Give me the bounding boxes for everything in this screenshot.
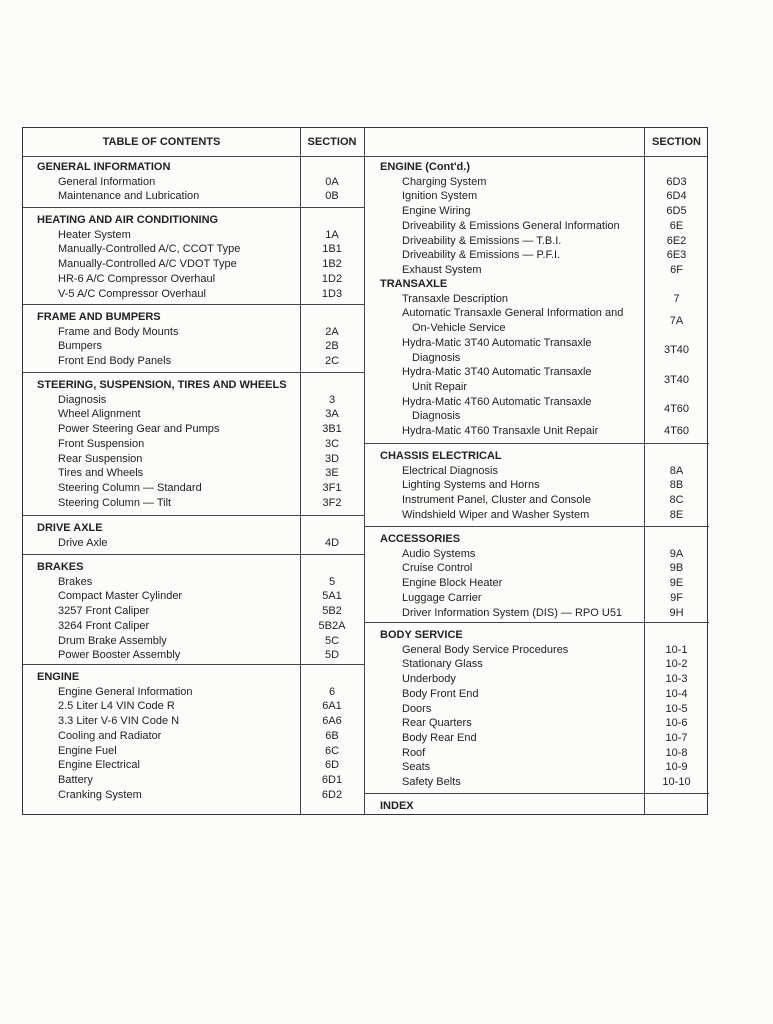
category-title: CHASSIS ELECTRICAL [380,450,502,462]
toc-entry: Cruise Control [402,562,473,575]
toc-entry: Stationary Glass [402,658,483,671]
section-code: 9H [669,606,684,619]
toc-entry-continued: On-Vehicle Service [412,322,506,335]
toc-entry: 2.5 Liter L4 VIN Code R [58,700,175,713]
section-code: 5D [324,649,340,662]
toc-entry: Charging System [402,175,487,188]
section-code: 3F2 [322,496,342,509]
category-title: ACCESSORIES [380,533,461,545]
section-code: 9F [670,591,683,604]
toc-entry: Engine Wiring [402,205,471,218]
header-divider [23,156,707,157]
toc-entry: Steering Column — Tilt [58,496,172,509]
section-header-left: SECTION [307,136,357,148]
toc-entry: Engine Electrical [58,759,140,772]
section-code: 10-8 [665,746,688,759]
toc-entry: Transaxle Description [402,292,508,305]
group-divider [23,515,364,516]
category-title: ENGINE (Cont'd.) [380,161,470,173]
category-title: INDEX [380,800,414,812]
toc-entry: Ignition System [402,190,478,203]
section-code: 5B2A [318,619,346,632]
column-divider [364,128,365,814]
toc-entry: Driveability & Emissions General Information [402,219,620,232]
section-code: 6C [324,744,340,757]
section-code: 3T40 [663,373,690,386]
category-title: BRAKES [37,561,84,573]
section-code: 6A1 [322,700,342,713]
category-title: STEERING, SUSPENSION, TIRES AND WHEELS [37,379,287,391]
section-code: 4T60 [663,402,690,415]
toc-entry-continued: Diagnosis [412,410,461,423]
section-code: 8B [669,479,684,492]
toc-entry: Driver Information System (DIS) — RPO U51 [402,606,623,619]
section-code: 1B2 [322,258,342,271]
section-code: 9A [669,547,684,560]
toc-entry: Lighting Systems and Horns [402,479,540,492]
toc-entry: Steering Column — Standard [58,481,202,494]
toc-entry: Roof [402,746,426,759]
toc-entry: Hydra-Matic 4T60 Transaxle Unit Repair [402,425,599,437]
toc-entry: Battery [58,773,93,786]
toc-entry: Doors [402,702,432,715]
toc-entry: Seats [402,761,431,774]
category-title: TRANSAXLE [380,278,448,290]
group-divider [23,207,364,208]
section-code: 6D1 [321,773,343,786]
section-code: 1D3 [321,287,343,300]
section-code: 6D5 [666,205,687,218]
toc-entry: Exhaust System [402,263,482,276]
section-code: 6F [670,263,683,276]
section-code: 6E2 [666,234,687,247]
toc-entry: Wheel Alignment [58,408,141,421]
section-code: 10-3 [665,673,688,686]
toc-entry: Automatic Transaxle General Information and [402,307,624,320]
section-code: 10-9 [665,761,688,774]
toc-entry: Hydra-Matic 3T40 Automatic Transaxle [402,336,592,349]
toc-title: TABLE OF CONTENTS [102,136,221,148]
toc-entry: Cranking System [58,788,142,801]
group-divider [23,372,364,373]
toc-entry: Front End Body Panels [58,355,172,368]
section-header-right: SECTION [652,136,701,148]
section-code: 0A [325,175,339,188]
group-divider [23,304,364,305]
group-divider [23,554,364,555]
section-code: 7 [673,292,680,305]
toc-entry: Body Rear End [402,731,477,744]
section-code: 6A6 [322,715,342,728]
section-code: 5A1 [322,590,342,603]
toc-entry-continued: Diagnosis [412,351,461,364]
section-code: 4D [324,536,340,549]
section-code: 3C [324,437,340,450]
section-code: 6B [325,729,339,742]
toc-entry: 3257 Front Caliper [58,605,150,618]
section-code: 10-2 [665,658,688,671]
toc-entry: Electrical Diagnosis [402,464,498,477]
category-title: GENERAL INFORMATION [37,161,171,173]
toc-entry: Engine General Information [58,685,193,698]
section-code: 1B1 [322,243,342,256]
group-divider [364,526,709,527]
section-code: 6D4 [666,190,687,203]
toc-entry: Manually-Controlled A/C VDOT Type [58,258,237,271]
toc-entry: Rear Suspension [58,452,143,465]
toc-entry: General Body Service Procedures [402,643,569,656]
section-code: 3A [325,408,339,421]
toc-entry: General Information [58,175,156,188]
section-code: 4T60 [663,425,690,437]
section-code: 6 [328,685,336,698]
section-code: 5B2 [322,605,342,618]
section-code: 10-7 [665,731,688,744]
toc-entry: Manually-Controlled A/C, CCOT Type [58,243,241,256]
section-code: 10-6 [665,717,688,730]
toc-entry: Body Front End [402,687,479,700]
toc-entry-continued: Unit Repair [412,380,468,393]
toc-entry: Driveability & Emissions — P.F.I. [402,249,561,262]
toc-entry: V-5 A/C Compressor Overhaul [58,287,206,300]
toc-entry: Drum Brake Assembly [58,634,167,647]
section-code: 3T40 [663,344,690,357]
group-divider [364,793,709,794]
group-divider [23,664,364,665]
toc-entry: Driveability & Emissions — T.B.I. [402,234,562,247]
section-code: 7A [669,314,684,327]
toc-entry: HR-6 A/C Compressor Overhaul [58,272,216,285]
toc-entry: Hydra-Matic 4T60 Automatic Transaxle [402,395,592,408]
section-code: 9E [669,577,684,590]
category-title: DRIVE AXLE [37,522,103,534]
section-code: 10-10 [662,776,691,788]
toc-entry: 3264 Front Caliper [58,619,150,632]
section-code: 3 [328,393,336,406]
section-code: 10-5 [665,702,688,715]
section-code: 2C [324,355,340,368]
toc-entry: Underbody [402,673,456,686]
section-code: 3B1 [322,423,342,436]
group-divider [364,443,709,444]
section-code: 6D [324,759,340,772]
section-code: 8E [669,508,684,521]
section-code: 8A [669,464,684,477]
section-code: 3D [324,452,340,465]
toc-entry: Frame and Body Mounts [58,325,179,338]
toc-entry: Tires and Wheels [58,467,144,480]
toc-entry: Brakes [58,575,93,588]
section-code: 2B [325,340,339,353]
toc-entry: Power Steering Gear and Pumps [58,423,220,436]
toc-entry: Cooling and Radiator [58,729,162,742]
section-code: 3E [325,467,339,480]
section-code: 8C [669,494,684,507]
group-divider [364,622,709,623]
section-code: 2A [325,325,339,338]
toc-entry: Hydra-Matic 3T40 Automatic Transaxle [402,366,592,379]
category-title: ENGINE [37,671,80,683]
toc-entry: Diagnosis [58,393,107,406]
section-code: 9B [669,562,684,575]
toc-entry: Front Suspension [58,437,145,450]
section-code: 3F1 [322,481,342,494]
section-code: 10-4 [665,687,688,700]
toc-entry: 3.3 Liter V-6 VIN Code N [58,715,180,728]
toc-entry: Instrument Panel, Cluster and Console [402,494,591,507]
table-of-contents [22,127,708,815]
section-code: 6E3 [666,249,687,262]
toc-entry: Luggage Carrier [402,591,482,604]
toc-entry: Safety Belts [402,776,461,788]
section-code: 6D2 [321,788,343,801]
toc-entry: Engine Block Heater [402,577,503,590]
section-code: 6E [669,219,684,232]
section-code: 1D2 [321,272,343,285]
section-code: 5C [324,634,340,647]
toc-entry: Power Booster Assembly [58,649,181,662]
section-code: 5 [328,575,336,588]
category-title: BODY SERVICE [380,629,463,641]
category-title: FRAME AND BUMPERS [37,311,161,323]
toc-entry: Windshield Wiper and Washer System [402,508,590,521]
toc-entry: Engine Fuel [58,744,117,757]
section-code: 6D3 [666,175,687,188]
toc-entry: Audio Systems [402,547,476,560]
toc-entry: Heater System [58,228,131,241]
toc-entry: Rear Quarters [402,717,472,730]
toc-entry: Bumpers [58,340,103,353]
category-title: HEATING AND AIR CONDITIONING [37,214,219,226]
section-code: 0B [325,190,339,203]
section-code: 10-1 [665,643,688,656]
toc-entry: Compact Master Cylinder [58,590,183,603]
toc-entry: Drive Axle [58,536,108,549]
section-code: 1A [325,228,339,241]
toc-entry: Maintenance and Lubrication [58,190,200,203]
